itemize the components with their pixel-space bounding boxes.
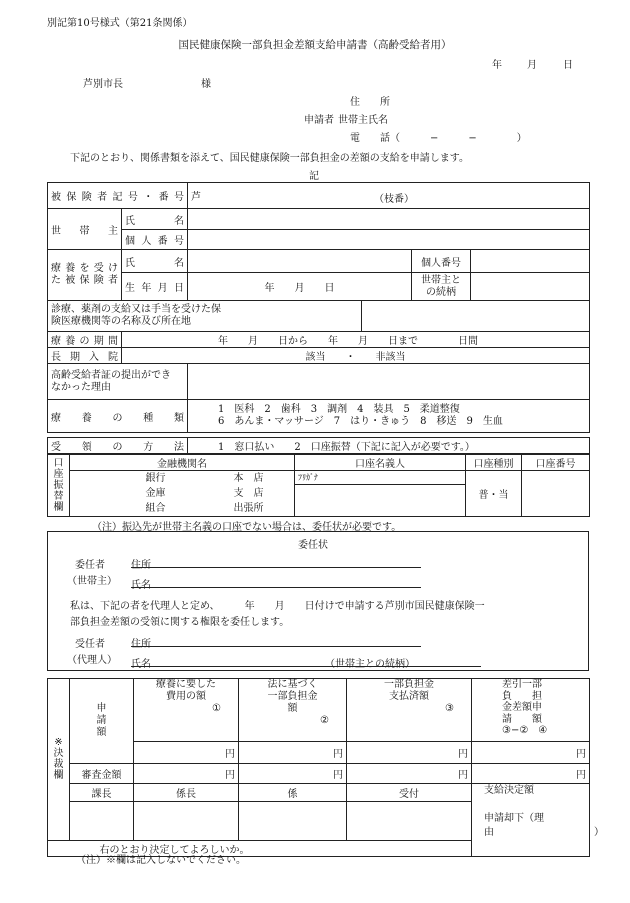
subchief-header: 係長 [134,784,239,802]
insured-prefix: 芦 [191,192,201,203]
date-month: 月 [527,60,537,71]
decision-amount-label: 支給決定額 [484,785,534,796]
main-table [47,182,590,433]
form-number: 別記第10号様式（第21条関係） [47,18,193,29]
applied-diff-field[interactable]: 円 [472,742,590,764]
householder-name-field[interactable] [188,209,590,230]
period-label: 療養の期間 [48,332,122,348]
agent-sub-label: （代理人） [67,655,117,666]
proxy-title: 委任状 [298,540,328,551]
decision-result-cell[interactable] [472,784,604,841]
paid-header: 一部負担金 支払済額 ③ [347,679,472,742]
reason-label: 高齢受給者証の提出ができ なかった理由 [48,364,188,400]
agent-label: 受任者 [75,639,105,650]
branch-kind-options[interactable]: 本 店 支 店 出張所 [228,471,295,517]
delegator-sub-label: （世帯主） [67,576,117,587]
approval-text: 右のとおり決定してよろしいか。 [70,840,472,856]
agent-address-label: 住所 [131,639,151,650]
bank-number-header: 口座番号 [522,455,590,471]
delegator-name-label: 氏名 [131,580,151,591]
staff-stamp[interactable] [239,802,347,840]
birthdate-field[interactable]: 年 月 日 [188,273,412,301]
birthdate-label: 生年月日 [122,273,188,301]
bank-type-header: 口座種別 [466,455,522,471]
receipt-method-table [47,437,590,454]
agent-name-line[interactable] [131,666,481,667]
reviewed-cost-field[interactable]: 円 [134,764,239,784]
householder-personal-no-label: 個人番号 [122,230,188,250]
bank-side-label: 口 座 振 替 欄 [48,455,70,517]
ki-mark: 記 [309,171,319,182]
account-holder-field[interactable] [295,485,466,517]
agent-name-label: 氏名 [131,659,151,670]
inpatient-field[interactable]: 該当 ・ 非該当 [122,348,590,364]
form-title: 国民健康保険一部負担金差額支給申請書（高齢受給者用） [178,39,452,51]
account-type-field[interactable]: 普・当 [466,471,522,517]
bank-kind-options[interactable]: 銀行 金庫 組合 [128,471,228,517]
facility-label: 診療、薬剤の支給又は手当を受けた保 険医療機関等の名称及び所在地 [48,301,362,332]
copay-header: 法に基づく 一部負担金 額 ② [239,679,347,742]
patient-name-label: 氏 名 [122,250,188,273]
bank-institution-header: 金融機関名 [70,455,295,471]
delegator-address-line[interactable] [131,567,421,568]
bank-note: （注）振込先が世帯主名義の口座でない場合は、委任状が必要です。 [92,522,402,533]
patient-personal-no-label: 個人番号 [412,250,471,273]
receipt-method-label: 受 領 の 方 法 [48,438,188,454]
receipt-method-options[interactable]: 1 窓口払い 2 口座振替（下記に記入が必要です。） [188,438,590,454]
period-field[interactable]: 年 月 日から 年 月 日まで 日間 [122,332,590,348]
reviewed-amount-label: 審査金額 [70,764,134,784]
footer-note: （注）※欄は記入しないでください。 [76,855,246,866]
delegator-label: 委任者 [75,560,105,571]
bank-table [47,454,590,517]
reviewed-copay-field[interactable]: 円 [239,764,347,784]
insured-label: 被保険者記号・番号 [48,183,188,209]
staff-header: 係 [239,784,347,802]
diff-header: 差引一部 負 担 金差額申 請 額 ③−② ④ [472,679,590,742]
patient-name-field[interactable] [188,250,412,273]
delegator-address-label: 住所 [131,560,151,571]
applied-paid-field[interactable]: 円 [347,742,472,764]
bank-name-field[interactable] [70,471,128,517]
intro-text: 下記のとおり、関係書類を添えて、国民健康保険一部負担金の差額の支給を申請します。 [70,153,469,164]
agent-relation-label: （世帯主との続柄） [325,659,415,670]
applied-amount-label: 申 請 額 [70,679,134,764]
householder-label: 世 帯 主 [48,209,122,250]
applicant-address-label: 住 所 [350,97,390,108]
inpatient-label: 長期入院 [48,348,122,364]
treatment-type-options[interactable]: 1 医科 2 歯科 3 調剤 4 装具 5 柔道整復 6 あんま・マッサージ 7 はり・きゅう 8 移送 9 生血 [188,400,590,433]
applicant-phone-label: 電 話（ − − ） [350,133,527,144]
rejection-label: 申請却下（理由 ） [484,813,604,838]
patient-personal-no-field[interactable] [471,250,590,273]
cost-header: 療養に要した 費用の額 ① [134,679,239,742]
addressee: 芦別市長 [83,79,123,90]
furigana-field[interactable]: ﾌﾘｶﾞﾅ [295,471,466,485]
date-day: 日 [563,60,573,71]
patient-label: 療養を受け た被保険者 [48,250,122,301]
decision-side-label: ※ 決 裁 欄 [48,679,70,841]
reception-stamp[interactable] [347,802,472,840]
householder-name-label: 氏 名 [122,209,188,230]
branch-number: （枝番） [374,194,414,205]
relation-field[interactable] [471,273,590,301]
decision-table [47,678,604,857]
relation-label: 世帯主と の続柄 [412,273,471,301]
applicant-label: 申請者 [304,115,334,126]
reason-field[interactable] [188,364,590,400]
applied-copay-field[interactable]: 円 [239,742,347,764]
proxy-body-line2: 部負担金差額の受領に関する権限を委任します。 [70,617,290,628]
reception-header: 受付 [347,784,472,802]
applicant-name-label: 世帯主氏名 [338,115,388,126]
reviewed-paid-field[interactable]: 円 [347,764,472,784]
proxy-body-line1: 私は、下記の者を代理人と定め、 年 月 日付けで申請する芦別市国民健康保険一 [70,601,485,612]
treatment-type-label: 療 養 の 種 類 [48,400,188,433]
reviewed-diff-field[interactable]: 円 [472,764,590,784]
householder-personal-no-field[interactable] [188,230,590,250]
honorific: 様 [201,79,211,90]
bank-holder-header: 口座名義人 [295,455,466,471]
agent-address-line[interactable] [131,646,421,647]
applied-cost-field[interactable]: 円 [134,742,239,764]
insured-number-field[interactable] [188,183,590,209]
account-number-field[interactable] [522,471,590,517]
chief-header: 課長 [70,784,134,802]
facility-field[interactable] [362,301,590,332]
delegator-name-line[interactable] [131,587,421,588]
chief-stamp[interactable] [70,802,134,840]
subchief-stamp[interactable] [134,802,239,840]
date-year: 年 [492,60,502,71]
